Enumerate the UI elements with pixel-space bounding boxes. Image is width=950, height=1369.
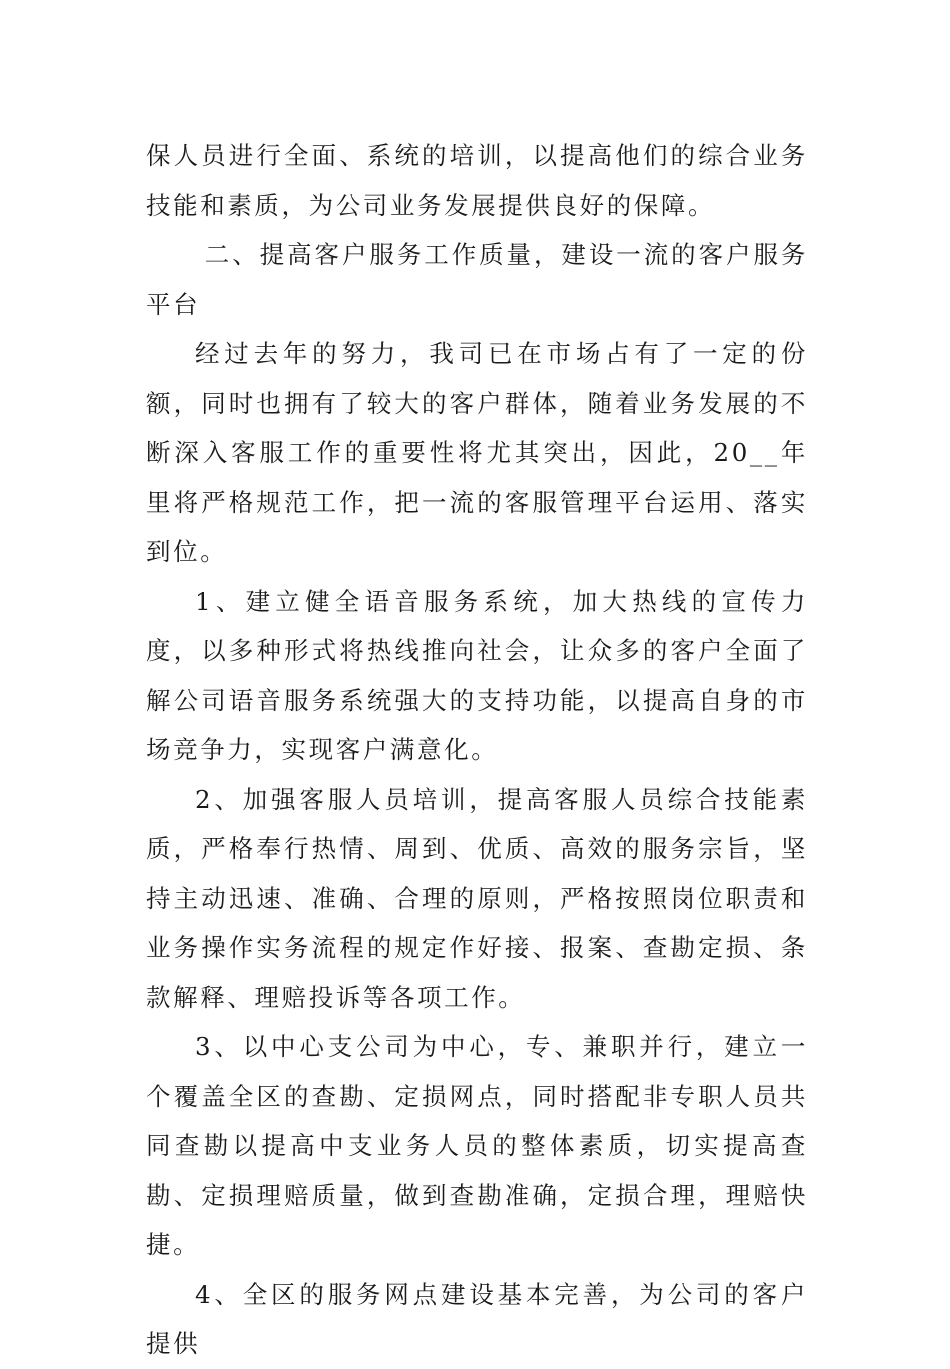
paragraph-intro: 经过去年的努力，我司已在市场占有了一定的份额，同时也拥有了较大的客户群体，随着业务发展的不断深入客服工作的重要性将尤其突出，因此，20__年里将严格规范工作，把一流的客服管理平台运用、落实到位。	[146, 339, 808, 566]
paragraph-item-3: 3、以中心支公司为中心，专、兼职并行，建立一个覆盖全区的查勘、定损网点，同时搭配非专职人员共同查勘以提高中支业务人员的整体素质，切实提高查勘、定损理赔质量，做到查勘准确，定损合理，理赔快捷。	[146, 1032, 808, 1259]
paragraph-item-1: 1、建立健全语音服务系统，加大热线的宣传力度，以多种形式将热线推向社会，让众多的客户全面了解公司语音服务系统强大的支持功能，以提高自身的市场竞争力，实现客户满意化。	[146, 586, 808, 764]
paragraph-continuation: 保人员进行全面、系统的培训，以提高他们的综合业务技能和素质，为公司业务发展提供良好的保障。	[146, 141, 808, 220]
section-heading: 二、提高客户服务工作质量，建设一流的客户服务平台	[146, 240, 808, 319]
paragraph-item-4: 4、全区的服务网点建设基本完善，为公司的客户提供	[146, 1279, 808, 1358]
paragraph-item-2: 2、加强客服人员培训，提高客服人员综合技能素质，严格奉行热情、周到、优质、高效的服务宗旨，坚持主动迅速、准确、合理的原则，严格按照岗位职责和业务操作实务流程的规定作好接、报案、查勘定损、条款解释、理赔投诉等各项工作。	[146, 784, 808, 1012]
document-body	[146, 131, 808, 1369]
